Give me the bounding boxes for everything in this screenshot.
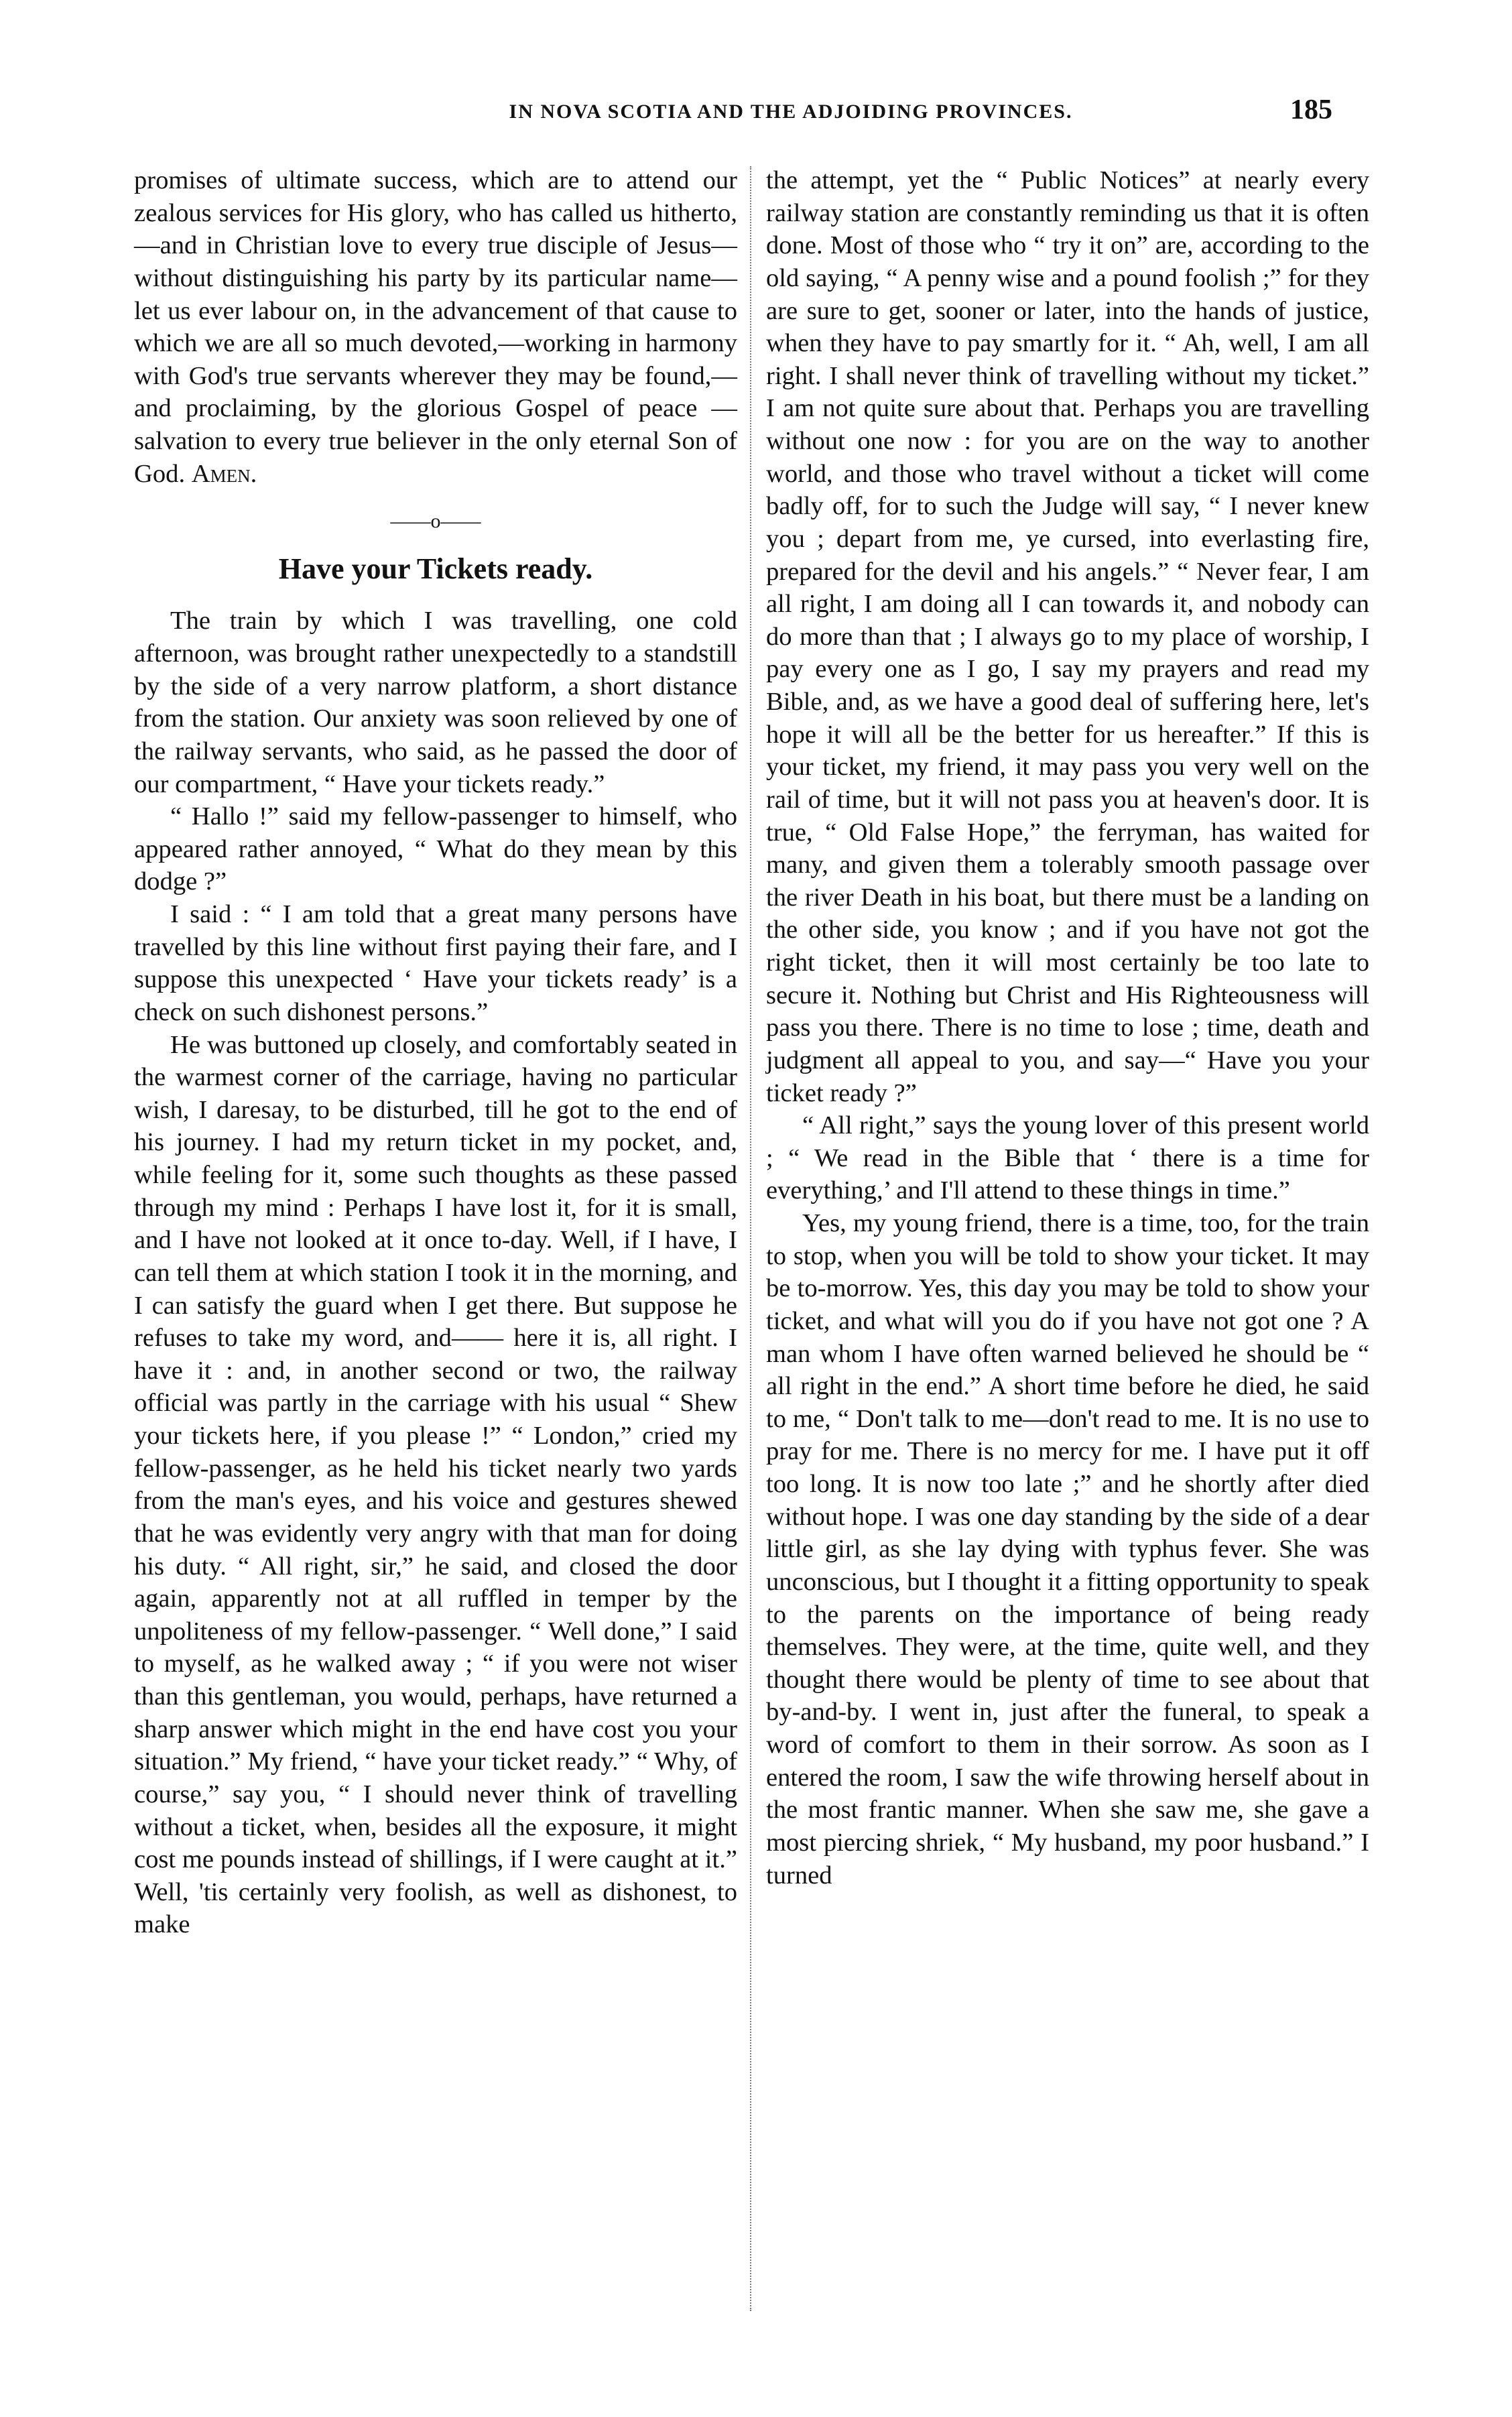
paragraph: “ Hallo !” said my fellow-passenger to himself, who appeared rather annoyed, “ What do they mean by this dodge ?” [134,802,737,896]
page-number: 185 [1290,95,1332,125]
article-title: Have your Tickets ready. [278,552,593,586]
paragraph: The train by which I was travelling, one cold afternoon, was brought rather unexpectedly to a standstill by the side of a very narrow platform, a short distance from the station. Our anxiety was soon relieved by one of the railway servants, who said, as he passed the door of our compartment, “ Have your tickets ready.” [134,607,737,798]
running-head: IN NOVA SCOTIA AND THE ADJOIDING PROVINCES. [509,101,1073,123]
right-column [766,164,1369,1892]
paragraph: “ All right,” says the young lover of this present world ; “ We read in the Bible that ‘ there is a time for everything,’ and I'll attend to these things in time.” [766,1111,1369,1205]
left-column [134,164,737,1941]
continued-paragraph [134,164,737,490]
column-divider [750,166,751,2311]
section-ornament: ——o—— [390,510,481,533]
paragraph: Yes, my young friend, there is a time, too, for the train to stop, when you will be told to show your ticket. It may be to-morrow. Yes, this day you may be told to show your ticket, and what will you do if you have not got one ? A man whom I have often warned believed he should be “ all right in the end.” A short time before he died, he said to me, “ Don't talk to me—don't read to me. It is no use to pray for me. There is no mercy for me. I have put it off too long. It is now too late ;” and he shortly after died without hope. I was one day standing by the side of a dear little girl, as she lay dying with typhus fever. She was unconscious, but I thought it a fitting opportunity to speak to the parents on the importance of being ready themselves. They were, at the time, quite well, and they thought there would be plenty of time to see about that by-and-by. I went in, just after the funeral, to speak a word of comfort to them in their sorrow. As soon as I entered the room, I saw the wife throwing herself about in the most frantic manner. When she saw me, she gave a most piercing shriek, “ My husband, my poor husband.” I turned [766,1209,1369,1889]
signoff-amen: Amen. [191,459,257,488]
paragraph: I said : “ I am told that a great many persons have travelled by this line without first paying their fare, and I suppose this unexpected ‘ Have your tickets ready’ is a check on such dishonest persons.” [134,900,737,1026]
continued-paragraph-text: promises of ultimate success, which are to attend our zealous services for His glory, who has called us hitherto,—and in Christian love to every true disciple of Jesus—without distinguishing his party by its particular name—let us ever labour on, in the advancement of that cause to which we are all so much devoted,—working in harmony with God's true servants wherever they may be found,—and proclaiming, by the glorious Gospel of peace —salvation to every true believer in the only eternal Son of God. [134,166,737,488]
paragraph: He was buttoned up closely, and comfortably seated in the warmest corner of the carriage, having no particular wish, I daresay, to be disturbed, till he got to the end of his journey. I had my return ticket in my pocket, and, while feeling for it, some such thoughts as these passed through my mind : Perhaps I have lost it, for it is small, and I have not looked at it once to-day. Well, if I have, I can tell them at which station I took it in the morning, and I can satisfy the guard when I get there. But suppose he refuses to take my word, and—— here it is, all right. I have it : and, in another second or two, the railway official was partly in the carriage with his usual “ Shew your tickets here, if you please !” “ London,” cried my fellow-passenger, as he held his ticket nearly two yards from the man's eyes, and his voice and gestures shewed that he was evidently very angry with that man for doing his duty. “ All right, sir,” he said, and closed the door again, apparently not at all ruffled in temper by the unpoliteness of my fellow-passenger. “ Well done,” I said to myself, as he walked away ; “ if you were not wiser than this gentleman, you would, perhaps, have returned a sharp answer which might in the end have cost you your situation.” My friend, “ have your ticket ready.” “ Why, of course,” say you, “ I should never think of travelling without a ticket, when, besides all the exposure, it might cost me pounds instead of shillings, if I were caught at it.” Well, 'tis certainly very foolish, as well as dishonest, to make [134,1030,737,1939]
paragraph: the attempt, yet the “ Public Notices” at nearly every railway station are constantly reminding us that it is often done. Most of those who “ try it on” are, according to the old saying, “ A penny wise and a pound foolish ;” for they are sure to get, sooner or later, into the hands of justice, when they have to pay smartly for it. “ Ah, well, I am all right. I shall never think of travelling without my ticket.” I am not quite sure about that. Perhaps you are travelling without one now : for you are on the way to another world, and those who travel without a ticket will come badly off, for to such the Judge will say, “ I never knew you ; depart from me, ye cursed, into everlasting fire, prepared for the devil and his angels.” “ Never fear, I am all right, I am doing all I can towards it, and nobody can do more than that ; I always go to my place of worship, I pay every one as I go, I say my prayers and read my Bible, and, as we have a good deal of suffering here, let's hope it will all be the better for us hereafter.” If this is your ticket, my friend, it may pass you very well on the rail of time, but it will not pass you at heaven's door. It is true, “ Old False Hope,” the ferryman, has waited for many, and given them a tolerably smooth passage over the river Death in his boat, but there must be a landing on the other side, you know ; and if you have not got the right ticket, then it will most certainly be too late to secure it. Nothing but Christ and His Righteousness will pass you there. There is no time to lose ; time, death and judgment all appeal to you, and say—“ Have you your ticket ready ?” [766,166,1369,1107]
